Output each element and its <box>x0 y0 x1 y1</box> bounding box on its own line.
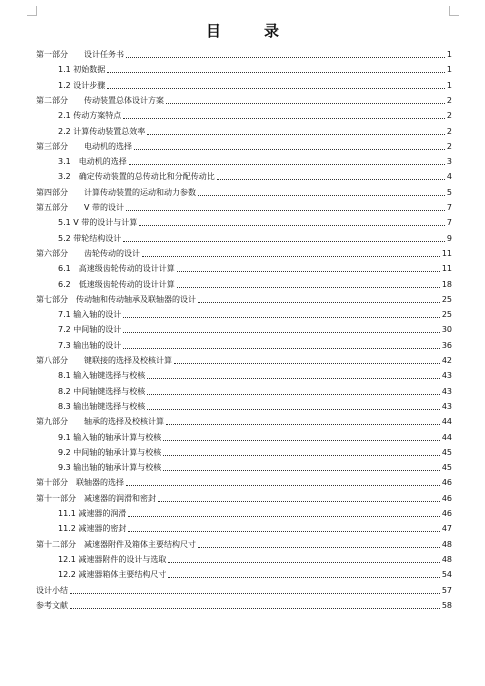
toc-entry-title: 第五部分 V 带的设计 <box>36 203 125 212</box>
toc-page-number: 45 <box>441 463 452 473</box>
toc-page-number: 11 <box>441 264 452 274</box>
toc-entry-title: 7.3 输出轴的设计 <box>58 340 122 350</box>
toc-entry[interactable] <box>58 367 452 381</box>
toc-entry[interactable] <box>36 291 452 305</box>
dot-leader <box>163 470 440 471</box>
toc-entry-title: 2.1 传动方案特点 <box>58 111 122 121</box>
toc-entry-title: 5.2 带轮结构设计 <box>58 233 122 243</box>
toc-entry[interactable] <box>36 184 452 198</box>
toc-page-number: 11 <box>441 248 452 258</box>
toc-page-number: 25 <box>441 310 452 320</box>
toc-entry-title: 第一部分 设计任务书 <box>36 50 124 59</box>
toc-entry-title: 第三部分 电动机的选择 <box>36 141 132 151</box>
toc-entry[interactable] <box>58 107 452 121</box>
dot-leader <box>128 516 439 517</box>
dot-leader <box>166 103 445 104</box>
toc-entry[interactable] <box>58 123 452 137</box>
dot-leader <box>198 547 440 548</box>
toc-entry[interactable] <box>58 61 452 75</box>
toc-entry[interactable] <box>58 505 452 519</box>
dot-leader <box>139 225 445 226</box>
toc-entry-title: 1.2 设计步骤 <box>58 80 106 90</box>
toc-entry[interactable] <box>36 199 452 213</box>
toc-entry[interactable] <box>58 459 452 473</box>
toc-entry[interactable] <box>58 168 452 182</box>
dot-leader <box>217 179 445 180</box>
toc-entry[interactable] <box>58 444 452 458</box>
toc-entry[interactable] <box>58 306 452 320</box>
toc-entry-title: 5.1 V 带的设计与计算 <box>58 218 138 228</box>
toc-page-number: 44 <box>441 417 452 427</box>
crop-mark-top-right <box>449 6 459 16</box>
dot-leader <box>177 287 440 288</box>
toc-entry[interactable] <box>58 429 452 443</box>
toc-page-number: 9 <box>446 233 452 243</box>
toc-entry-title: 1.1 初始数据 <box>58 65 106 75</box>
toc-entry-title: 11.1 减速器的润滑 <box>58 509 127 518</box>
toc-page-number: 45 <box>441 447 452 457</box>
dot-leader <box>123 317 440 318</box>
dot-leader <box>126 210 445 211</box>
toc-page-number: 3 <box>446 157 452 167</box>
toc-page-number: 1 <box>446 65 452 75</box>
page-title: 目 录 <box>205 22 293 40</box>
dot-leader <box>126 57 445 58</box>
toc-page-number: 46 <box>441 509 452 518</box>
toc-entry-title: 12.2 减速器箱体主要结构尺寸 <box>58 570 167 580</box>
toc-page-number: 7 <box>446 218 452 228</box>
dot-leader <box>123 118 445 119</box>
dot-leader <box>158 501 440 502</box>
dot-leader <box>168 562 439 563</box>
dot-leader <box>126 485 440 486</box>
toc-page-number: 1 <box>446 50 452 59</box>
toc-page-number: 43 <box>441 386 452 396</box>
toc-page-number: 2 <box>446 95 452 105</box>
toc-page-number: 43 <box>441 371 452 381</box>
toc-entry-title: 第十部分 联轴器的选择 <box>36 478 124 488</box>
toc-entry[interactable] <box>36 536 452 550</box>
toc-entry-title: 3.1 电动机的选择 <box>58 157 127 167</box>
toc-entry[interactable] <box>58 260 452 274</box>
toc-entry[interactable] <box>36 413 452 427</box>
dot-leader <box>147 409 440 410</box>
crop-mark-top-left <box>27 6 37 16</box>
toc-entry[interactable] <box>58 398 452 412</box>
toc-entry[interactable] <box>36 138 452 152</box>
dot-leader <box>123 348 440 349</box>
toc-entry[interactable] <box>36 474 452 488</box>
dot-leader <box>70 608 440 609</box>
toc-entry[interactable] <box>36 582 452 596</box>
toc-entry[interactable] <box>58 321 452 335</box>
toc-entry-title: 第六部分 齿轮传动的设计 <box>36 248 140 258</box>
toc-entry-title: 6.1 高速级齿轮传动的设计计算 <box>58 264 175 274</box>
toc-page-number: 46 <box>441 478 452 488</box>
toc-page-number: 2 <box>446 141 452 151</box>
dot-leader <box>147 134 445 135</box>
toc-page-number: 2 <box>446 111 452 121</box>
toc-entry-title: 参考文献 <box>36 600 68 610</box>
toc-page-number: 36 <box>441 340 452 350</box>
toc-entry-title: 第七部分 传动轴和传动轴承及联轴器的设计 <box>36 294 196 304</box>
dot-leader <box>129 164 445 165</box>
toc-page-number: 2 <box>446 126 452 136</box>
toc-page-number: 47 <box>441 524 452 534</box>
dot-leader <box>107 72 445 73</box>
dot-leader <box>123 241 445 242</box>
toc-entry-title: 9.3 输出轴的轴承计算与校核 <box>58 463 162 473</box>
dot-leader <box>168 577 439 578</box>
toc-page-number: 57 <box>441 585 452 595</box>
toc-entry[interactable] <box>58 214 452 228</box>
toc-page-number: 18 <box>441 279 452 289</box>
toc-entry-title: 11.2 减速器的密封 <box>58 524 127 534</box>
toc-page-number: 1 <box>446 80 452 90</box>
toc-entry-title: 12.1 减速器附件的设计与选取 <box>58 554 167 564</box>
toc-page-number: 48 <box>441 554 452 564</box>
toc-page-number: 25 <box>441 294 452 304</box>
dot-leader <box>147 378 440 379</box>
toc-entry[interactable] <box>36 352 452 366</box>
toc-entry-title: 第九部分 轴承的选择及校核计算 <box>36 417 164 427</box>
toc-entry-title: 设计小结 <box>36 585 68 595</box>
toc-entry[interactable] <box>58 383 452 397</box>
dot-leader <box>123 332 440 333</box>
toc-entry-title: 8.3 输出轴键选择与校核 <box>58 401 146 411</box>
dot-leader <box>107 88 445 89</box>
toc-page-number: 58 <box>441 600 452 610</box>
dot-leader <box>134 149 445 150</box>
toc-entry-title: 第二部分 传动装置总体设计方案 <box>36 95 164 105</box>
toc-entry-title: 3.2 确定传动装置的总传动比和分配传动比 <box>58 172 215 182</box>
toc-entry[interactable] <box>58 276 452 290</box>
dot-leader <box>198 302 440 303</box>
toc-entry-title: 9.2 中间轴的轴承计算与校核 <box>58 447 162 457</box>
toc-entry[interactable] <box>58 551 452 565</box>
toc-entry[interactable] <box>36 245 452 259</box>
toc-entry-title: 8.2 中间轴键选择与校核 <box>58 386 146 396</box>
toc-entry[interactable] <box>58 520 452 534</box>
dot-leader <box>198 195 445 196</box>
toc-page-number: 42 <box>441 356 452 365</box>
toc-entry[interactable] <box>58 77 452 91</box>
dot-leader <box>142 256 440 257</box>
dot-leader <box>70 593 440 594</box>
dot-leader <box>174 363 440 364</box>
toc-page-number: 44 <box>441 432 452 442</box>
dot-leader <box>166 424 440 425</box>
toc-entry-title: 6.2 低速级齿轮传动的设计计算 <box>58 279 175 289</box>
toc-entry[interactable] <box>36 490 452 504</box>
toc-entry-title: 第十二部分 减速器附件及箱体主要结构尺寸 <box>36 539 196 549</box>
toc-entry-title: 7.1 输入轴的设计 <box>58 310 122 320</box>
toc-entry-title: 第四部分 计算传动装置的运动和动力参数 <box>36 187 196 197</box>
toc-entry[interactable] <box>36 92 452 106</box>
dot-leader <box>177 271 440 272</box>
toc-entry[interactable] <box>58 230 452 244</box>
toc-entry-title: 2.2 计算传动装置总效率 <box>58 126 146 136</box>
toc-page-number: 5 <box>446 187 452 197</box>
toc-page-number: 7 <box>446 203 452 212</box>
toc-entry-title: 第十一部分 减速器的润滑和密封 <box>36 493 156 503</box>
toc-page-number: 46 <box>441 493 452 503</box>
toc-page-number: 48 <box>441 539 452 549</box>
toc-page-number: 54 <box>441 570 452 580</box>
toc-entry[interactable] <box>58 337 452 351</box>
toc-entry-title: 7.2 中间轴的设计 <box>58 325 122 335</box>
dot-leader <box>163 440 440 441</box>
toc-page-number: 4 <box>446 172 452 182</box>
toc-entry[interactable] <box>36 597 452 611</box>
toc-entry-title: 第八部分 键联接的选择及校核计算 <box>36 356 172 365</box>
toc-page-number: 43 <box>441 401 452 411</box>
toc-entry[interactable] <box>58 566 452 580</box>
toc-entry[interactable] <box>36 46 452 60</box>
dot-leader <box>128 531 439 532</box>
toc-entry-title: 9.1 输入轴的轴承计算与校核 <box>58 432 162 442</box>
dot-leader <box>147 394 440 395</box>
toc-entry-title: 8.1 输入轴键选择与校核 <box>58 371 146 381</box>
dot-leader <box>163 455 440 456</box>
toc-page-number: 30 <box>441 325 452 335</box>
toc-entry[interactable] <box>58 153 452 167</box>
